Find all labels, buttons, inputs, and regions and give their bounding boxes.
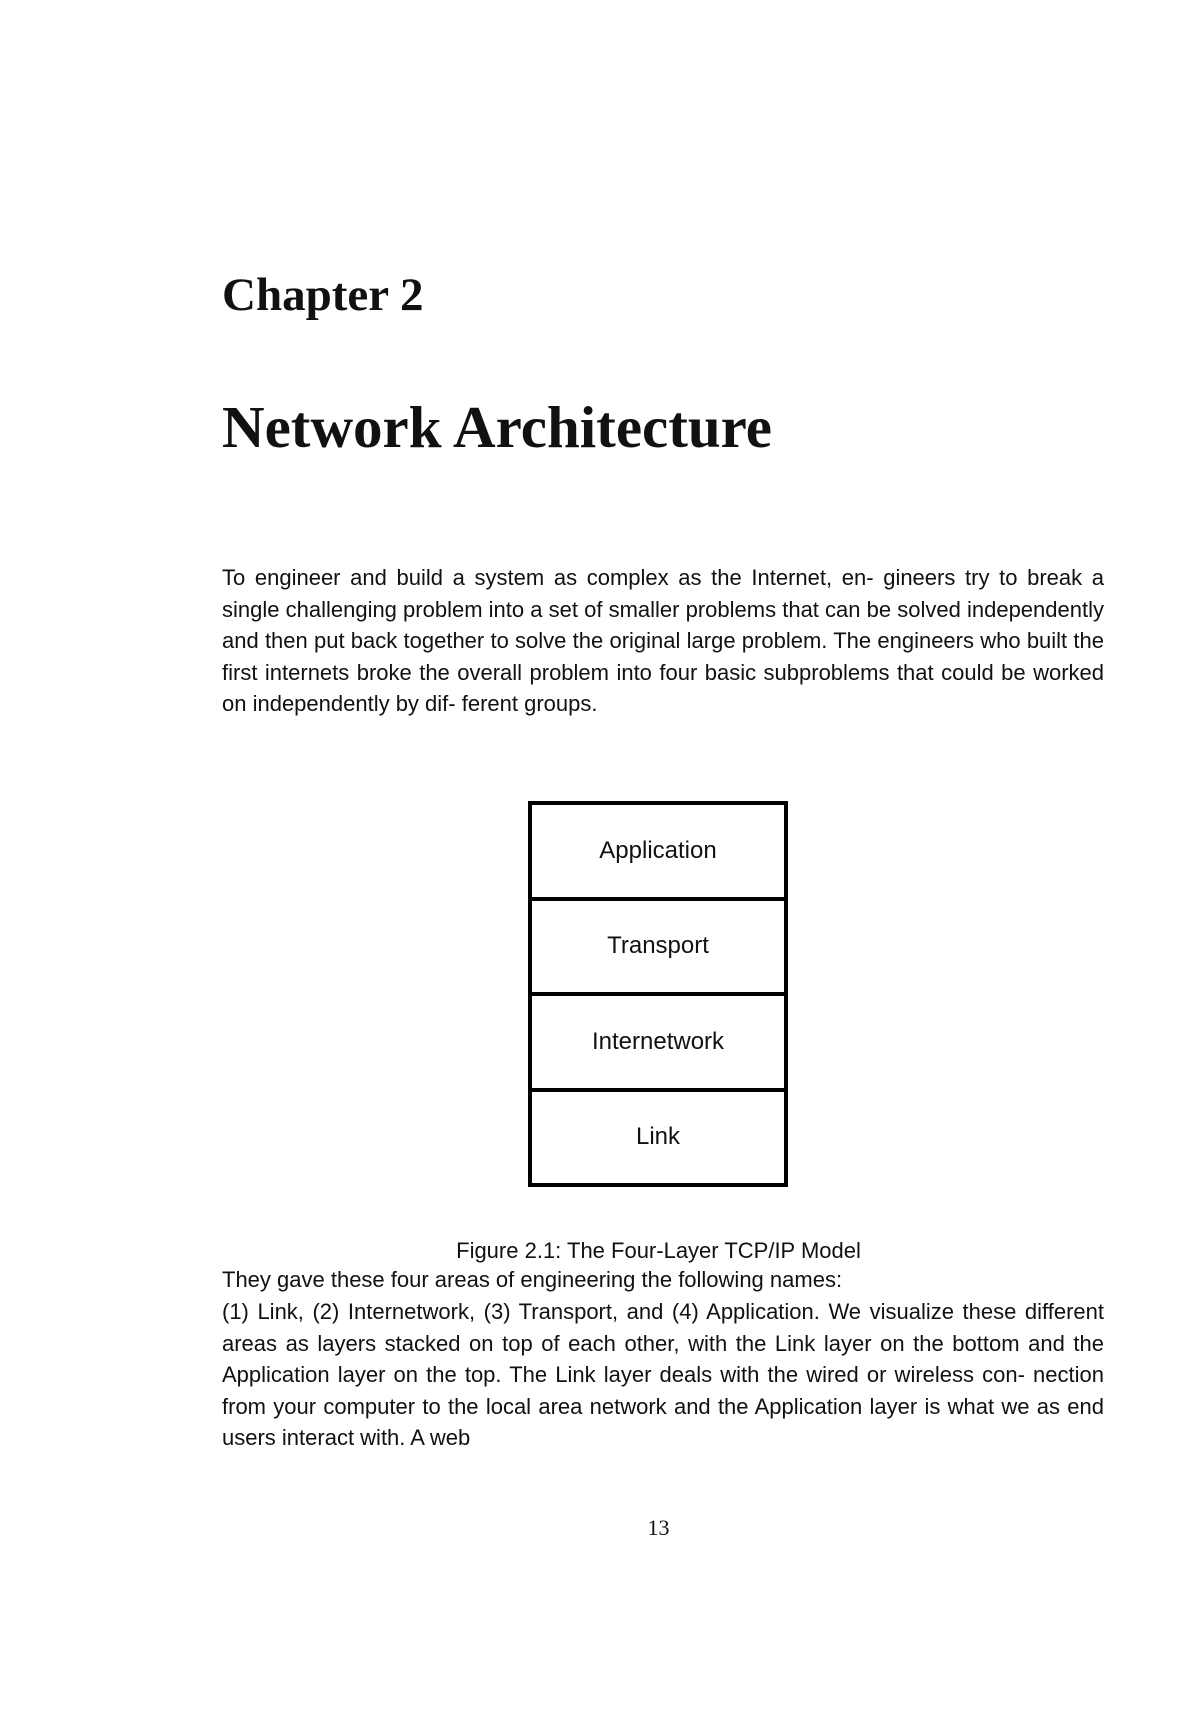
names-line: They gave these four areas of engineering the following names: bbox=[222, 1267, 843, 1292]
figure-caption: Figure 2.1: The Four-Layer TCP/IP Model bbox=[456, 1238, 861, 1263]
layer-link: Link bbox=[635, 1123, 681, 1151]
intro-paragraph: To engineer and build a system as complex as the Internet, en- gineers try to break a single challenging problem into a set of smaller problems that can be solved independently and then put back together to solve the original large problem. The engineers who built the first internets broke the overall problem into four basic subproblems that could be worked on independently by dif- ferent groups. bbox=[222, 565, 1104, 716]
chapter-label: Chapter 2 bbox=[222, 269, 424, 321]
page-number: 13 bbox=[647, 1515, 670, 1540]
layers-paragraph: (1) Link, (2) Internetwork, (3) Transport, and (4) Application. We visualize these different areas as layers stacked on top of each other, with the Link layer on the bottom and the Application layer on the top. The Link layer deals with the wired or wireless con- nection from your computer to the local area network and the Application layer is what we as end users interact with. A web bbox=[222, 1299, 1104, 1450]
tcpip-layer-diagram bbox=[528, 801, 788, 1187]
chapter-title: Network Architecture bbox=[222, 394, 772, 460]
layer-transport: Transport bbox=[532, 901, 784, 997]
layer-application: Application bbox=[532, 805, 784, 901]
layer-internetwork: Internetwork bbox=[532, 996, 784, 1092]
